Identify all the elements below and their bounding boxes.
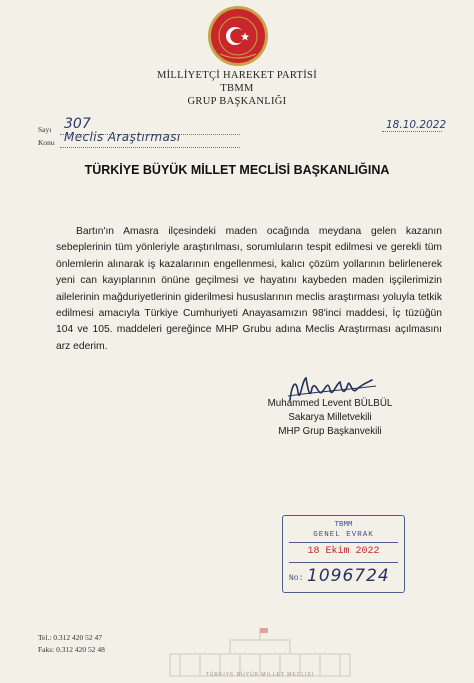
body-paragraph: Bartın'ın Amasra ilçesindeki maden ocağında meydana gelen kazanın sebeplerinin tüm yönleriyle araştırılması, sorumluların tespit edilmesi ve gerekli tüm önlemlerin alınarak iş kazalarının engellenmesi, kalıcı çözüm yollarının belirlenerek yeni can kayıplarının önüne geçilmesi ve hayatını kaybeden maden işçilerimizin ailelerinin mağduriyetlerinin giderilmesi hususlarının meclis araştırması yoluyla tetkik edilmesi amacıyla Türkiye Cumhuriyeti Anayasamızın 98'inci maddesi, İç tüzüğün 104 ve 105. maddeleri gereğince MHP Grubu adına Meclis Araştırması açılmasını arz ederim.: [56, 226, 442, 352]
footer-fax: Faks: 0.312 420 52 48: [38, 645, 105, 654]
tbmm-seal-logo: [206, 4, 270, 68]
signatory-title-group: MHP Grup Başkanvekili: [278, 426, 382, 437]
party-subheading-tbmm: TBMM: [220, 83, 254, 94]
registry-stamp: [282, 515, 405, 593]
konu-dotline: [60, 147, 240, 148]
stamp-divider: [289, 542, 398, 543]
stamp-line-genel-evrak: GENEL EVRAK: [313, 531, 374, 539]
party-name: MİLLİYETÇİ HAREKET PARTİSİ: [157, 70, 317, 81]
document-date: 18.10.2022: [386, 119, 447, 131]
document-title: TÜRKİYE BÜYÜK MİLLET MECLİSİ BAŞKANLIĞINA: [84, 163, 390, 177]
footer-caption: TÜRKİYE BÜYÜK MİLLET MECLİSİ: [205, 672, 315, 678]
signatory-title-deputy: Sakarya Milletvekili: [288, 412, 372, 423]
stamp-divider: [289, 562, 398, 563]
stamp-date: 18 Ekim 2022: [307, 546, 380, 557]
sayi-label: Sayı: [38, 125, 52, 134]
stamp-line-tbmm: TBMM: [334, 521, 353, 529]
sayi-value: 307: [64, 116, 91, 132]
stamp-no-value: 1096724: [307, 566, 390, 586]
party-subheading-group: GRUP BAŞKANLIĞI: [187, 96, 287, 107]
signatory-name: Muhammed Levent BÜLBÜL: [267, 398, 393, 409]
body-paragraph-container: [56, 224, 442, 355]
konu-label: Konu: [38, 138, 55, 147]
footer-phone: Tel.: 0.312 420 52 47: [38, 633, 103, 642]
konu-value: Meclis Araştırması: [64, 130, 181, 144]
stamp-no-label: No:: [289, 574, 304, 583]
date-dotline: [382, 131, 442, 132]
